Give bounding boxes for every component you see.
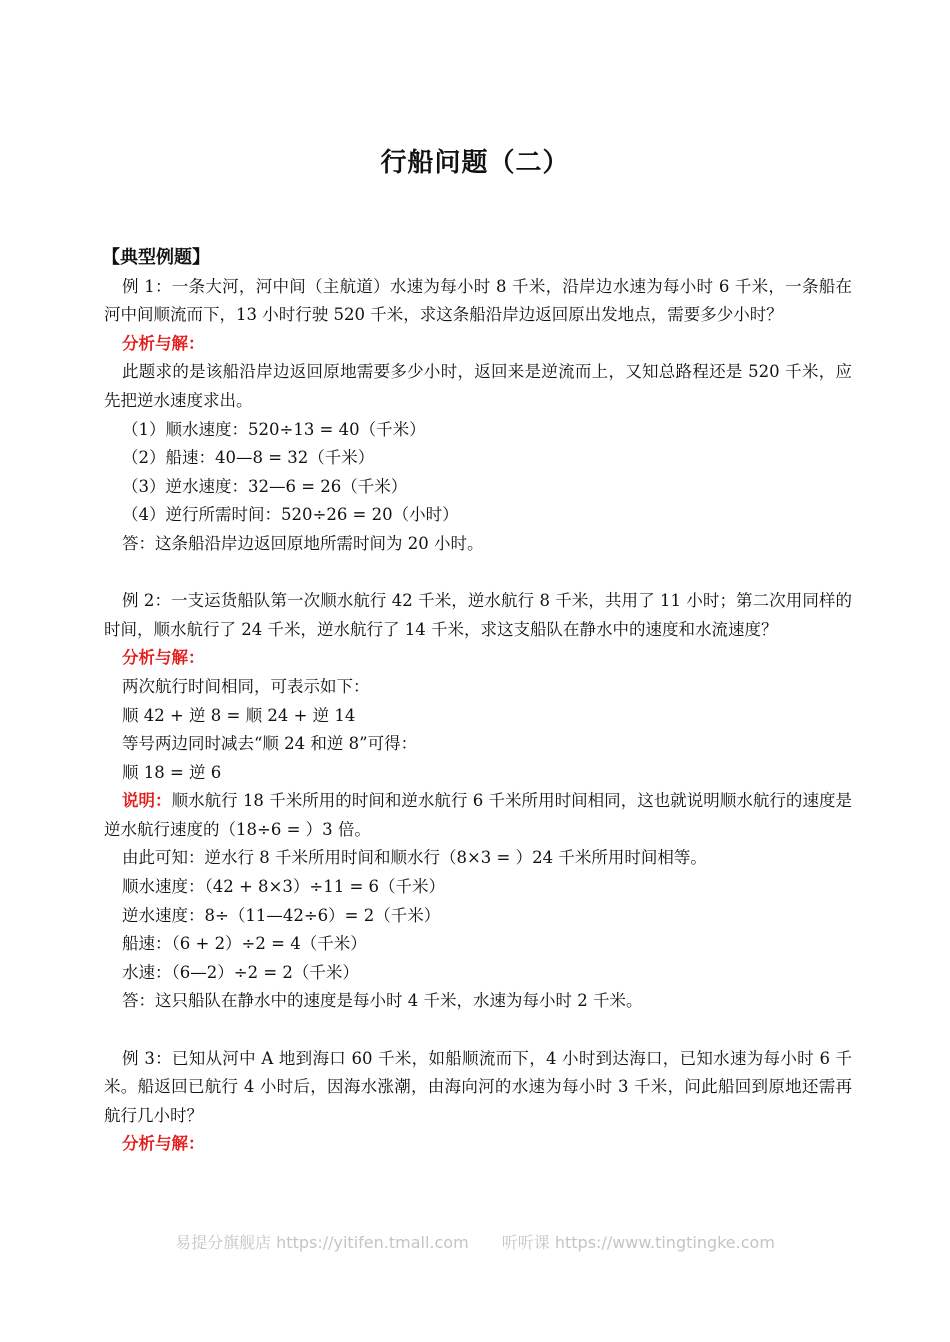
example-3-analysis-label: 分析与解：: [122, 1134, 205, 1154]
example-2-note-text: 顺水航行 18 千米所用的时间和逆水航行 6 千米所用时间相同，这也就说明顺水航行的速度是逆水航行速度的（18÷6 = ）3 倍。: [104, 791, 852, 839]
example-1-analysis: 此题求的是该船沿岸边返回原地需要多少小时，返回来是逆流而上，又知总路程还是 520 千米，应先把逆水速度求出。: [104, 362, 852, 410]
example-3-question: 例 3：已知从河中 A 地到海口 60 千米，如船顺流而下，4 小时到达海口，已知水速为每小时 6 千米。船返回已航行 4 小时后，因海水涨潮，由海向河的水速为每小时 3 千米，问此船回到原地还需再航行几小时？: [104, 1048, 852, 1125]
example-1-answer: 答：这条船沿岸边返回原地所需时间为 20 小时。: [122, 533, 484, 553]
example-2-question: 例 2：一支运货船队第一次顺水航行 42 千米，逆水航行 8 千米，共用了 11 小时；第二次用同样的时间，顺水航行了 24 千米，逆水航行了 14 千米，求这支船队在静水中的速度和水流速度？: [104, 591, 852, 639]
example-2-line: 两次航行时间相同，可表示如下：: [122, 676, 370, 696]
example-2-line: 等号两边同时减去“顺 24 和逆 8”可得：: [122, 734, 418, 754]
example-1-step: （4）逆行所需时间：520÷26 = 20（小时）: [122, 505, 459, 525]
example-2-line: 顺水速度：（42 + 8×3）÷11 = 6（千米）: [122, 877, 446, 897]
example-1-step: （3）逆水速度：32—6 = 26（千米）: [122, 476, 408, 496]
spacer: [104, 559, 852, 588]
example-1-step: （2）船速：40—8 = 32（千米）: [122, 448, 375, 468]
example-2-note: [104, 787, 852, 844]
example-1-question: 例 1：一条大河，河中间（主航道）水速为每小时 8 千米，沿岸边水速为每小时 6 千米，一条船在河中间顺流而下，13 小时行驶 520 千米，求这条船沿岸边返回原出发地点，需要多少小时？: [104, 276, 852, 325]
page-title: 行船问题（二）: [380, 148, 570, 178]
example-1-step: （1）顺水速度：520÷13 = 40（千米）: [122, 419, 426, 439]
footer-right-link[interactable]: 听听课 https://www.tingtingke.com: [501, 1233, 775, 1252]
example-2-analysis-label: 分析与解：: [122, 648, 205, 668]
example-2-line: 顺 42 + 逆 8 = 顺 24 + 逆 14: [122, 705, 356, 725]
example-2-line: 顺 18 = 逆 6: [122, 762, 222, 782]
example-1-analysis-label: 分析与解：: [122, 333, 205, 353]
example-2-line: 船速：（6 + 2）÷2 = 4（千米）: [122, 934, 367, 954]
footer-watermark: [0, 1230, 950, 1253]
section-heading: 【典型例题】: [102, 247, 210, 268]
footer-left-link[interactable]: 易提分旗舰店 https://yitifen.tmall.com: [175, 1233, 469, 1252]
example-2-line: 逆水速度：8÷（11—42÷6）= 2（千米）: [122, 905, 441, 925]
document-body: [104, 244, 852, 1159]
spacer: [104, 1016, 852, 1045]
example-2-line: 由此可知：逆水行 8 千米所用时间和顺水行（8×3 = ）24 千米所用时间相等。: [122, 848, 707, 868]
example-2-answer: 答：这只船队在静水中的速度是每小时 4 千米，水速为每小时 2 千米。: [122, 991, 643, 1011]
example-2-note-label: 说明：: [122, 791, 172, 811]
example-2-line: 水速：（6—2）÷2 = 2（千米）: [122, 962, 359, 982]
